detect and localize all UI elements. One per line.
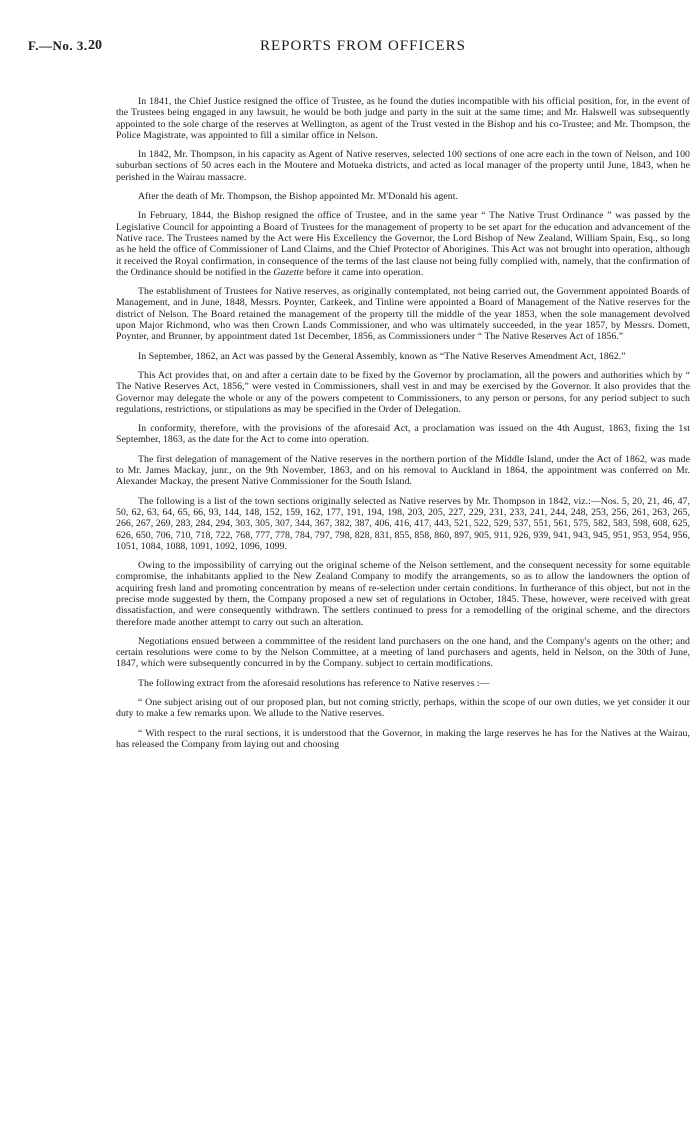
body-text <box>116 96 690 755</box>
page-header <box>28 38 688 62</box>
page-number: 20 <box>88 38 102 53</box>
paragraph: The establishment of Trustees for Native reserves, as originally contemplated, not being carried out, the Government appointed Boards of Management, and in June, 1848, Messrs. Poynter, Carkeek, and Tinline were appointed a Board of Management of the Native reserves for the district of Nelson. The Board retained the management of the property till the middle of the year 1853, when the sole management devolved upon Major Richmond, who was then Crown Lands Commissioner, and who was ultimately succeeded, in the year 1857, by Messrs. Domett, Poynter, and Brunner, by appointment dated 1st December, 1856, as Commissioners under “ The Native Reserves Act of 1856.” <box>116 286 690 343</box>
running-title: REPORTS FROM OFFICERS <box>260 38 466 54</box>
quoted-paragraph: “ With respect to the rural sections, it is understood that the Governor, in making the large reserves he has for the Natives at the Wairau, has released the Company from laying out and choosing <box>116 727 690 750</box>
paragraph: The following extract from the aforesaid resolutions has reference to Native reserves :— <box>138 677 490 689</box>
paragraph: The following is a list of the town sections originally selected as Native reserves by Mr. Thompson in 1842, viz.:—Nos. 5, 20, 21, 46, 47, 50, 62, 63, 64, 65, 66, 93, 144, 148, 152, 159, 162, 177, 191, 194, 198, 203, 205, 227, 229, 231, 233, 241, 244, 248, 253, 256, 261, 263, 265, 266, 267, 269, 283, 284, 294, 303, 305, 307, 344, 367, 382, 387, 406, 416, 417, 443, 521, 522, 529, 537, 551, 561, 575, 582, 583, 598, 608, 625, 626, 650, 706, 710, 718, 722, 768, 777, 778, 784, 797, 798, 828, 831, 855, 858, 860, 897, 905, 911, 926, 939, 941, 943, 945, 951, 953, 954, 956, 1051, 1084, 1088, 1091, 1092, 1096, 1099. <box>116 495 690 552</box>
paragraph-text: before it came into operation. <box>306 266 424 278</box>
document-reference: F.—No. 3. <box>28 38 88 53</box>
paragraph: In 1841, the Chief Justice resigned the office of Trustee, as he found the duties incompatible with his official position, for, in the event of the Trustees being engaged in any lawsuit, he would be both judge and party in the suit at the same time; and Mr. Halswell was subsequently appointed to the sole charge of the reserves at Wellington, as agent of the Trust vested in the Bishop and his co-Trustee; and Mr. Thompson, the Police Magistrate, was appointed to fill a similar office in Nelson. <box>116 96 690 141</box>
paragraph <box>116 210 690 278</box>
paragraph: After the death of Mr. Thompson, the Bishop appointed Mr. M'Donald his agent. <box>138 191 458 203</box>
paragraph: In conformity, therefore, with the provisions of the aforesaid Act, a proclamation was issued on the 4th August, 1863, fixing the 1st September, 1863, as the date for the Act to come into operation. <box>116 423 690 446</box>
paragraph: Owing to the impossibility of carrying out the original scheme of the Nelson settlement, and the consequent necessity for some equitable compromise, the inhabitants applied to the New Zealand Company to modify the arrangements, so as to allow the landowners the option of acquiring fresh land and promoting concentration by means of re-selection under certain conditions. In furtherance of this object, but not in the precise mode suggested by them, the Company proposed a new set of regulations in October, 1845. These, however, were received with great dissatisfaction, and were consequently withdrawn. The settlers continued to press for a remodelling of the original scheme, and the directors therefore made another attempt to carry out such an alteration. <box>116 560 690 628</box>
paragraph: The first delegation of management of the Native reserves in the northern portion of the Middle Island, under the Act of 1862, was made to Mr. James Mackay, junr., on the 9th November, 1863, and on his removal to Auckland in 1864, the appointment was conferred on Mr. Alexander Mackay, the present Native Commissioner for the South Island. <box>116 453 690 488</box>
paragraph: Negotiations ensued between a commmittee of the resident land purchasers on the one hand, and the Company's agents on the other; and certain resolutions were come to by the Nelson Committee, at a meeting of land purchasers and agents, held in Nelson, on the 30th of June, 1847, which were subsequently concurred in by the Company. subject to certain modifications. <box>116 635 690 670</box>
paragraph: In 1842, Mr. Thompson, in his capacity as Agent of Native reserves, selected 100 sections of one acre each in the town of Nelson, and 100 suburban sections of 50 acres each in the Moutere and Motueka districts, and acted as local manager of the property until June, 1843, when he perished in the Wairau massacre. <box>116 149 690 183</box>
paragraph: This Act provides that, on and after a certain date to be fixed by the Governor by proclamation, all the powers and authorities which by “ The Native Reserves Act, 1856,” were vested in Commissioners, shall vest in and may be exercised by the Governor. It also provides that the Governor may delegate the whole or any of the powers competent to Commissioners, to any person or persons, for any period subject to such regulations, restrictions, or stipulations as may be specified in the Order of Delegation. <box>116 369 690 415</box>
paragraph: In September, 1862, an Act was passed by the General Assembly, known as “The Native Reserves Amendment Act, 1862.” <box>138 350 626 362</box>
paragraph-text: In February, 1844, the Bishop resigned the office of Trustee, and in the same year “ The Native Trust Ordinance ” was passed by the Legislative Council for appointing a Board of Trustees for the management of property to be set apart for the education and advancement of the Native race. The Trustees named by the Act were His Excellency the Governor, the Lord Bishop of New Zealand, William Spain, Esq., so long as he held the office of Commissioner of Land Claims, and the Chief Protector of Aborigines. This Act was not brought into operation, although it received the Royal confirmation, in consequence of the terms of the last clause not being fully complied with, namely, that the confirmation of the Ordinance should be notified in the <box>116 210 690 278</box>
gazette-italic: Gazette <box>273 266 304 278</box>
quoted-paragraph: “ One subject arising out of our proposed plan, but not coming strictly, perhaps, within the scope of our own duties, we yet consider it our duty to make a few remarks upon. We allude to the Native reserves. <box>116 697 690 720</box>
